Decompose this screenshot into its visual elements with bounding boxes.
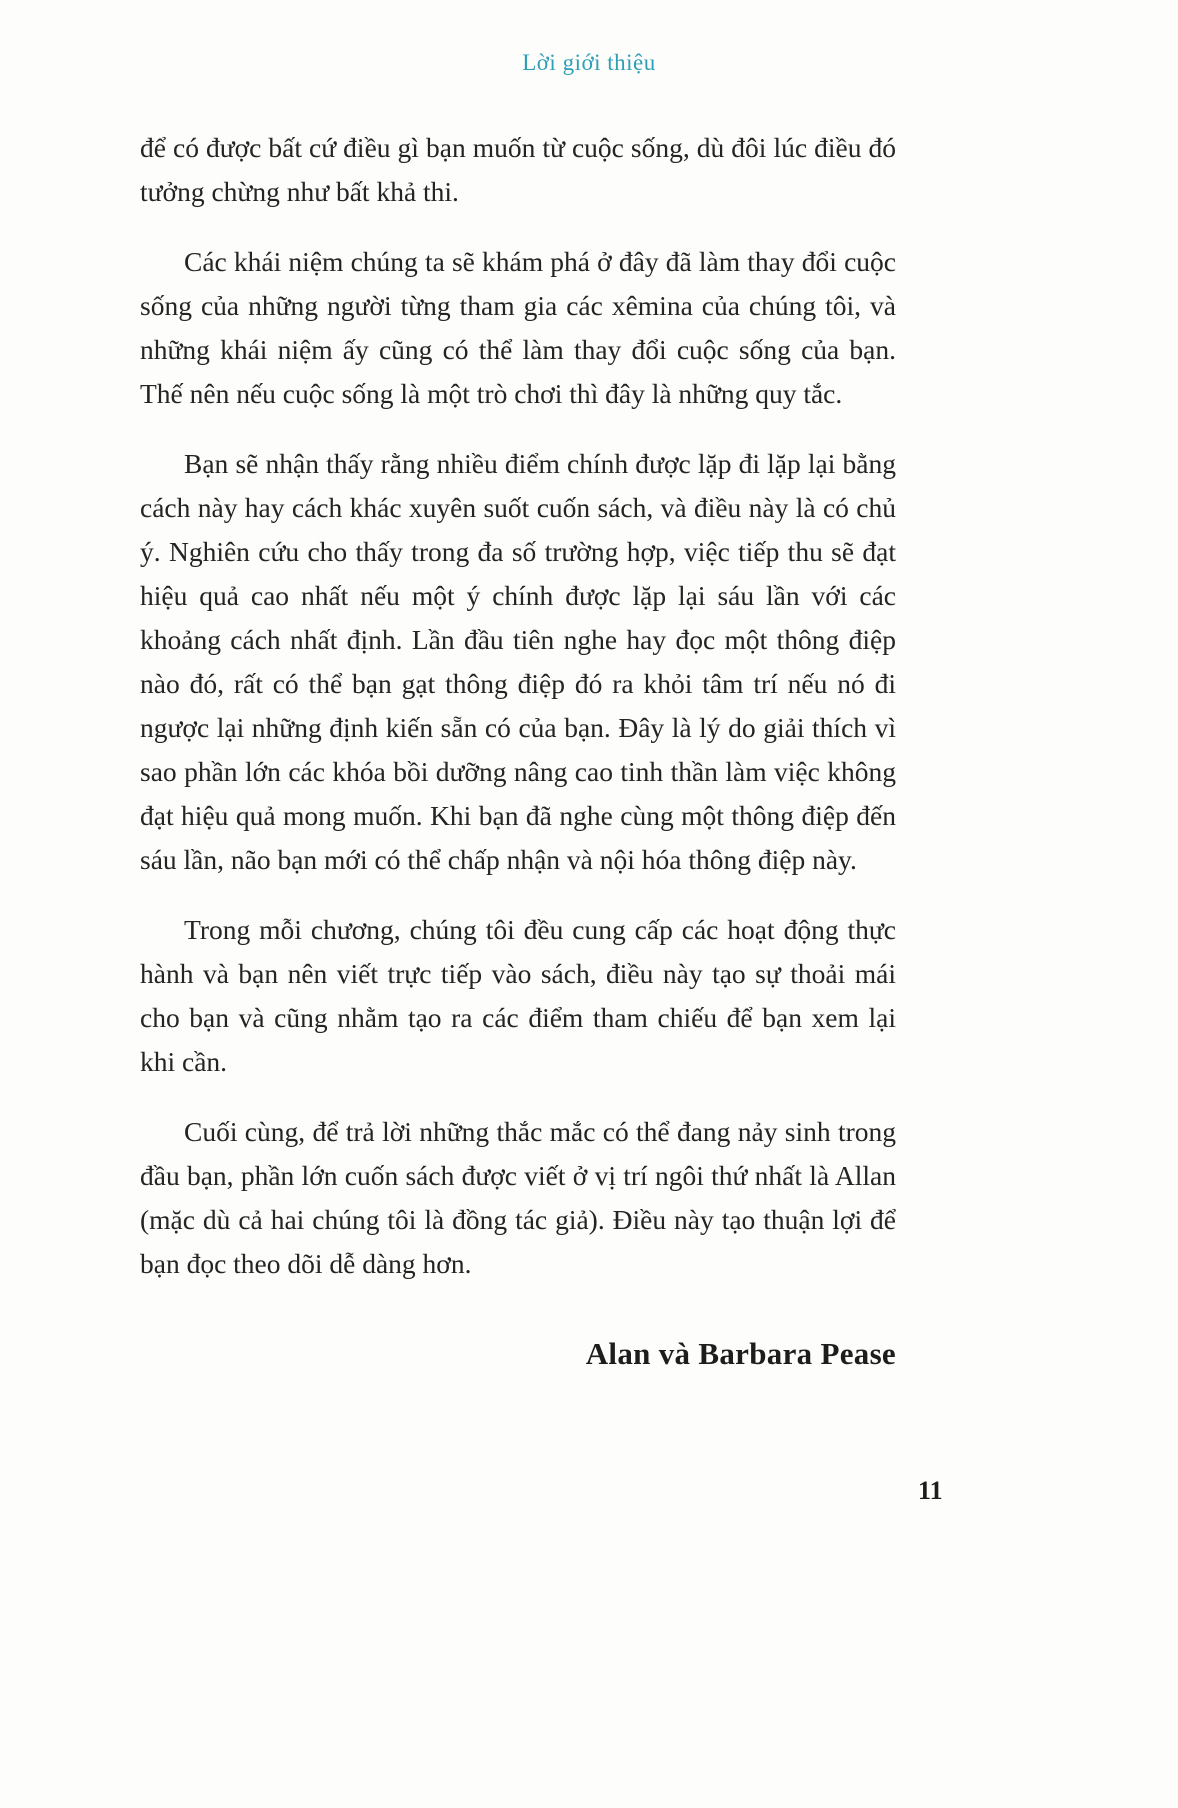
paragraph: Bạn sẽ nhận thấy rằng nhiều điểm chính được lặp đi lặp lại bằng cách này hay cách khác xuyên suốt cuốn sách, và điều này là có chủ ý. Nghiên cứu cho thấy trong đa số trường hợp, việc tiếp thu sẽ đạt hiệu quả cao nhất nếu một ý chính được lặp lại sáu lần với các khoảng cách nhất định. Lần đầu tiên nghe hay đọc một thông điệp nào đó, rất có thể bạn gạt thông điệp đó ra khỏi tâm trí nếu nó đi ngược lại những định kiến sẵn có của bạn. Đây là lý do giải thích vì sao phần lớn các khóa bồi dưỡng nâng cao tinh thần làm việc không đạt hiệu quả mong muốn. Khi bạn đã nghe cùng một thông điệp đến sáu lần, não bạn mới có thể chấp nhận và nội hóa thông điệp này. — [140, 448, 896, 875]
running-header: Lời giới thiệu — [522, 50, 656, 75]
paragraph: Trong mỗi chương, chúng tôi đều cung cấp các hoạt động thực hành và bạn nên viết trực tiếp vào sách, điều này tạo sự thoải mái cho bạn và cũng nhằm tạo ra các điểm tham chiếu để bạn xem lại khi cần. — [140, 914, 896, 1077]
paragraph: Cuối cùng, để trả lời những thắc mắc có thể đang nảy sinh trong đầu bạn, phần lớn cuốn sách được viết ở vị trí ngôi thứ nhất là Allan (mặc dù cả hai chúng tôi là đồng tác giả). Điều này tạo thuận lợi để bạn đọc theo dõi dễ dàng hơn. — [140, 1116, 896, 1279]
paragraph: để có được bất cứ điều gì bạn muốn từ cuộc sống, dù đôi lúc điều đó tưởng chừng như bất khả thi. — [140, 132, 896, 207]
author-signature: Alan và Barbara Pease — [585, 1336, 896, 1371]
page-content — [140, 126, 896, 1376]
paragraph: Các khái niệm chúng ta sẽ khám phá ở đây đã làm thay đổi cuộc sống của những người từng tham gia các xêmina của chúng tôi, và những khái niệm ấy cũng có thể làm thay đổi cuộc sống của bạn. Thế nên nếu cuộc sống là một trò chơi thì đây là những quy tắc. — [140, 246, 896, 409]
page-number: 11 — [918, 1476, 943, 1505]
